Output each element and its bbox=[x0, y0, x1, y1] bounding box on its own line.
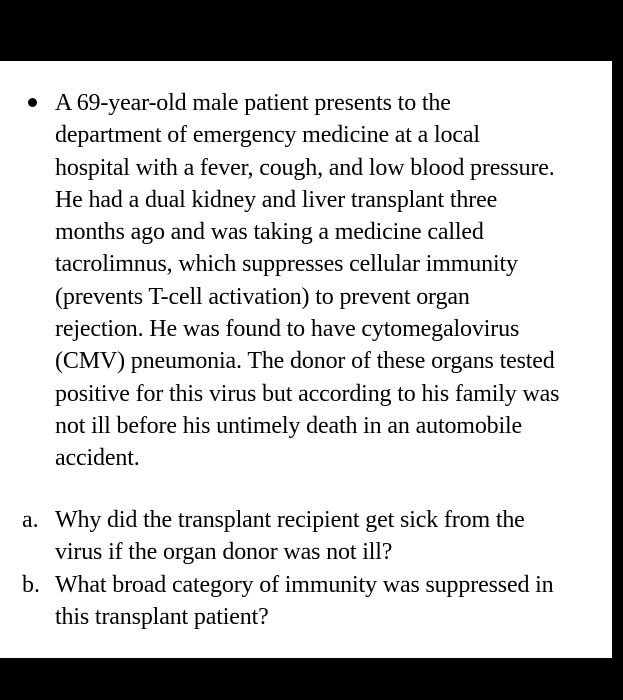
top-black-bar bbox=[0, 0, 623, 61]
case-line: department of emergency medicine at a local bbox=[55, 122, 480, 149]
question-line: virus if the organ donor was not ill? bbox=[55, 539, 393, 566]
question-text bbox=[55, 569, 615, 634]
question-line: What broad category of immunity was suppressed in bbox=[55, 572, 554, 598]
case-line: tacrolimnus, which suppresses cellular immunity bbox=[55, 251, 518, 278]
question-line: this transplant patient? bbox=[55, 604, 269, 631]
case-line: He had a dual kidney and liver transplant three bbox=[55, 186, 498, 213]
case-line: rejection. He was found to have cytomegalovirus bbox=[55, 316, 520, 343]
case-line: A 69-year-old male patient presents to the bbox=[55, 90, 451, 116]
document-page bbox=[0, 61, 612, 658]
case-line: months ago and was taking a medicine called bbox=[55, 219, 484, 246]
bottom-black-bar bbox=[0, 658, 623, 700]
bullet-icon bbox=[28, 98, 37, 107]
case-line: (prevents T-cell activation) to prevent organ bbox=[55, 283, 470, 310]
question-marker: b. bbox=[22, 572, 40, 598]
question-marker: a. bbox=[22, 507, 39, 533]
case-line: accident. bbox=[55, 445, 140, 472]
question-line: Why did the transplant recipient get sick from the bbox=[55, 507, 525, 533]
case-line: not ill before his untimely death in an automobile bbox=[55, 412, 523, 439]
case-line: (CMV) pneumonia. The donor of these organs tested bbox=[55, 348, 555, 375]
case-paragraph bbox=[55, 87, 615, 475]
case-line: hospital with a fever, cough, and low blood pressure. bbox=[55, 154, 555, 181]
case-line: positive for this virus but according to his family was bbox=[55, 380, 560, 407]
question-text bbox=[55, 504, 615, 569]
